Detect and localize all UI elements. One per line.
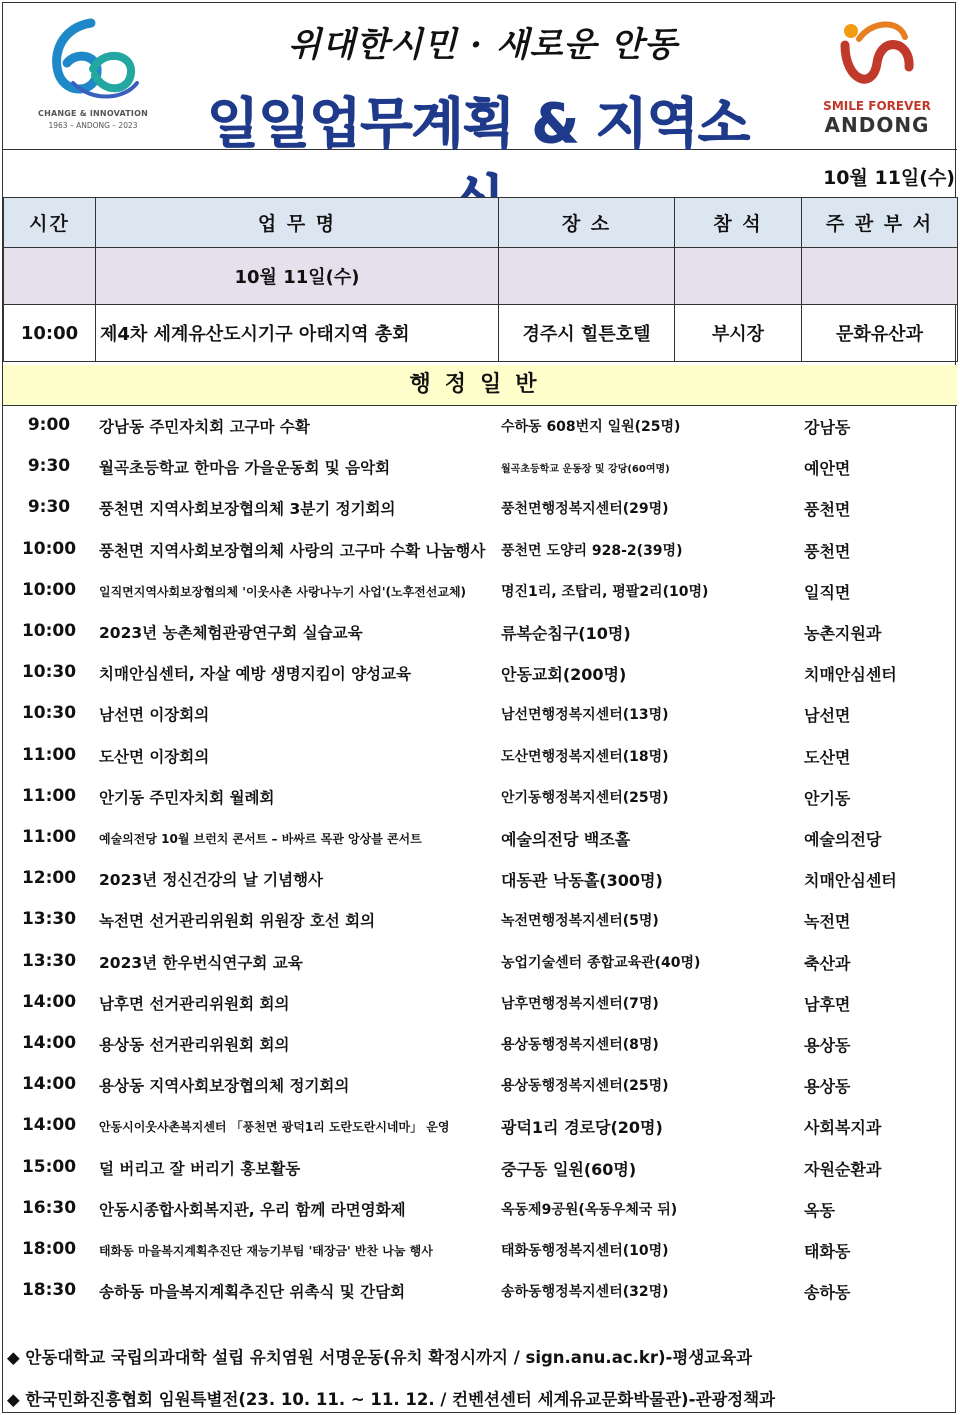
smile-andong-logo [815,11,939,141]
schedule-dept: 강남동 [804,418,851,437]
page-frame [2,2,956,1413]
schedule-name: 일직면지역사회보장협의체 '이웃사촌 사랑나누기 사업'(노후전선교체) [99,584,467,599]
schedule-place: 안기동행정복지센터(25명) [501,789,669,806]
schedule-name: 월곡초등학교 한마음 가을운동회 및 음악회 [99,459,391,478]
schedule-place: 명진1리, 조탑리, 평팔2리(10명) [501,583,709,600]
schedule-time: 10:30 [21,662,77,683]
schedule-name: 안동시종합사회복지관, 우리 함께 라면영화제 [99,1200,406,1219]
table-row [4,305,958,362]
date-cell-empty [802,248,958,305]
logo-caption-2: 1963 – ANDONG – 2023 [48,121,138,130]
schedule-place: 풍천면행정복지센터(29명) [501,501,669,518]
list-item [3,446,957,487]
list-item [3,1270,957,1311]
schedule-place: 녹전면행정복지센터(5명) [501,913,659,930]
schedule-place: 예술의전당 백조홀 [501,830,631,849]
header-task: 업 무 명 [96,198,499,248]
schedule-place: 용상동행정복지센터(8명) [501,1037,659,1053]
schedule-time: 16:30 [21,1197,77,1218]
list-item [3,1023,957,1064]
list-item [3,982,957,1023]
schedule-time: 10:30 [21,703,77,724]
schedule-time: 9:00 [27,415,71,435]
schedule-dept: 치매안심센터 [804,665,897,685]
main-table [3,197,958,362]
schedule-dept: 안기동 [804,788,851,808]
schedule-place: 류복순침구(10명) [501,624,631,643]
schedule-dept: 예안면 [804,459,851,479]
schedule-name: 용상동 선거관리위원회 회의 [99,1036,290,1054]
schedule-time: 11:00 [21,785,77,806]
date-cell-empty [675,248,802,305]
schedule-dept: 자원순환과 [804,1159,882,1179]
schedule-dept: 풍천면 [804,541,851,561]
event-attend: 부시장 [675,305,802,362]
schedule-name: 남후면 선거관리위원회 회의 [99,994,290,1013]
schedule-place: 광덕1리 경로당(20명) [501,1118,663,1138]
schedule-name: 남선면 이장회의 [99,706,210,725]
schedule-place: 옥동제9공원(옥동우체국 뒤) [501,1201,678,1218]
andong-60th-logo [33,13,153,133]
schedule-place: 중구동 일원(60명) [501,1159,637,1179]
schedule-place: 송하동행정복지센터(32명) [501,1284,669,1301]
list-item [3,735,957,776]
note-item: ◆ 안동대학교 국립의과대학 설립 유치염원 서명운동(유치 확정시까지 / sign.anu.ac.kr)-평생교육과 [7,1348,753,1367]
logo-caption-andong: ANDONG [824,113,930,137]
schedule-place: 대동관 낙동홀(300명) [501,871,663,891]
event-time: 10:00 [4,305,96,362]
table-date-row [4,248,958,305]
schedule-time: 14:00 [21,1074,77,1095]
schedule-dept: 치매안심센터 [804,871,897,891]
header-place: 장 소 [499,198,675,248]
schedule-time: 9:30 [27,497,71,518]
schedule-dept: 농촌지원과 [804,624,882,643]
schedule-time: 14:00 [21,1033,77,1053]
schedule-dept: 옥동 [804,1200,835,1220]
schedule-name: 안동시이웃사촌복지센터 「풍천면 광덕1리 도란도란시네마」 운영 [99,1120,450,1135]
schedule-dept: 일직면 [804,582,851,602]
schedule-time: 18:30 [21,1280,77,1301]
schedule-time: 11:00 [21,827,77,847]
logo-caption-1: CHANGE & INNOVATION [38,109,148,118]
list-item [3,693,957,734]
schedule-name: 강남동 주민자치회 고구마 수확 [99,418,310,436]
header-attend: 참 석 [675,198,802,248]
schedule-time: 14:00 [21,991,77,1012]
sixty-logo-icon [33,13,153,109]
list-item [3,487,957,528]
schedule-time: 9:30 [27,456,71,477]
slogan: 위대한시민 · 새로운 안동 [288,25,678,65]
schedule-dept: 태화동 [804,1242,851,1261]
schedule-name: 용상동 지역사회보장협의체 정기회의 [99,1077,350,1096]
schedule-name: 풍천면 지역사회보장협의체 3분기 정기회의 [99,500,396,519]
schedule-name: 2023년 농촌체험관광연구회 실습교육 [99,624,363,642]
list-item [3,611,957,652]
date-cell-empty [4,248,96,305]
schedule-place: 남선면행정복지센터(13명) [501,707,669,724]
schedule-dept: 풍천면 [804,500,851,520]
schedule-dept: 사회복지과 [804,1118,882,1138]
schedule-time: 10:00 [21,579,77,600]
list-item [3,1229,957,1270]
schedule-name: 도산면 이장회의 [99,747,210,766]
table-header-row [4,198,958,248]
logo-caption-smile: SMILE FOREVER [823,99,931,113]
smile-logo-icon [815,11,939,97]
schedule-name: 치매안심센터, 자살 예방 생명지킴이 양성교육 [99,665,411,684]
schedule-name: 2023년 한우번식연구회 교육 [99,953,303,972]
list-item [3,1147,957,1188]
schedule-place: 수하동 608번지 일원(25명) [501,419,681,435]
schedule-place: 풍천면 도양리 928-2(39명) [501,542,683,559]
schedule-time: 13:30 [21,909,77,930]
list-item [3,405,957,446]
schedule-name: 태화동 마을복지계획추진단 재능기부팀 '태장금' 반찬 나눔 행사 [99,1244,433,1258]
schedule-time: 11:00 [21,744,77,765]
list-item [3,858,957,899]
schedule-name: 덜 버리고 잘 버리기 홍보활동 [99,1159,301,1178]
schedule-time: 14:00 [21,1115,77,1136]
event-name: 제4차 세계유산도시기구 아태지역 총회 [96,305,499,362]
schedule-name: 풍천면 지역사회보장협의체 사랑의 고구마 수확 나눔행사 [99,541,486,560]
schedule-dept: 용상동 [804,1036,851,1055]
list-item [3,652,957,693]
schedule-time: 10:00 [21,538,77,559]
schedule-name: 녹전면 선거관리위원회 위원장 호선 회의 [99,912,376,931]
schedule-dept: 도산면 [804,747,851,767]
list-item [3,941,957,982]
list-item [3,570,957,611]
list-item [3,817,957,858]
date-cell: 10월 11일(수) [96,248,499,305]
schedule-name: 송하동 마을복지계획추진단 위촉식 및 간담회 [99,1283,406,1302]
schedule-place: 농업기술센터 종합교육관(40명) [501,954,701,971]
date-row [3,149,957,198]
schedule-dept: 용상동 [804,1077,851,1097]
schedule-dept: 축산과 [804,953,851,973]
schedule-name: 2023년 정신건강의 날 기념행사 [99,871,324,890]
schedule-time: 13:30 [21,950,77,971]
header-time: 시간 [4,198,96,248]
schedule-place: 도산면행정복지센터(18명) [501,748,669,765]
schedule-name: 예술의전당 10월 브런치 콘서트 – 바싸르 목관 앙상블 콘서트 [99,832,422,846]
list-item [3,776,957,817]
date-cell-empty [499,248,675,305]
event-dept: 문화유산과 [802,305,958,362]
event-place: 경주시 힐튼호텔 [499,305,675,362]
schedule-place: 안동교회(200명) [501,665,627,685]
schedule-time: 18:00 [21,1239,77,1259]
page-title: 일일업무계획 & 지역소 [206,92,750,155]
list-item [3,1105,957,1146]
schedule-place: 남후면행정복지센터(7명) [501,995,659,1012]
schedule-time: 10:00 [21,621,77,641]
schedule-dept: 녹전면 [804,912,851,932]
schedule-time: 12:00 [21,868,77,889]
schedule-dept: 송하동 [804,1283,851,1303]
section-title: 행정일반 [3,365,957,406]
list-item [3,899,957,940]
list-item [3,1064,957,1105]
schedule-dept: 남후면 [804,994,851,1014]
date-label: 10월 11일(수) [823,167,955,189]
note-item: ◆ 한국민화진흥협회 임원특별전(23. 10. 11. ~ 11. 12. / 컨벤션센터 세계유교문화박물관)-관광정책과 [7,1390,776,1409]
schedule-time: 15:00 [21,1156,77,1177]
list-item [3,1188,957,1229]
schedule-place: 월곡초등학교 운동장 및 강당(60여명) [501,464,670,476]
schedule-place: 용상동행정복지센터(25명) [501,1078,669,1095]
header [3,3,957,155]
schedule-dept: 예술의전당 [804,830,882,849]
schedule-place: 태화동행정복지센터(10명) [501,1243,669,1259]
schedule-name: 안기동 주민자치회 월례회 [99,788,275,807]
list-item [3,529,957,570]
schedule-dept: 남선면 [804,706,851,726]
header-dept: 주 관 부 서 [802,198,958,248]
